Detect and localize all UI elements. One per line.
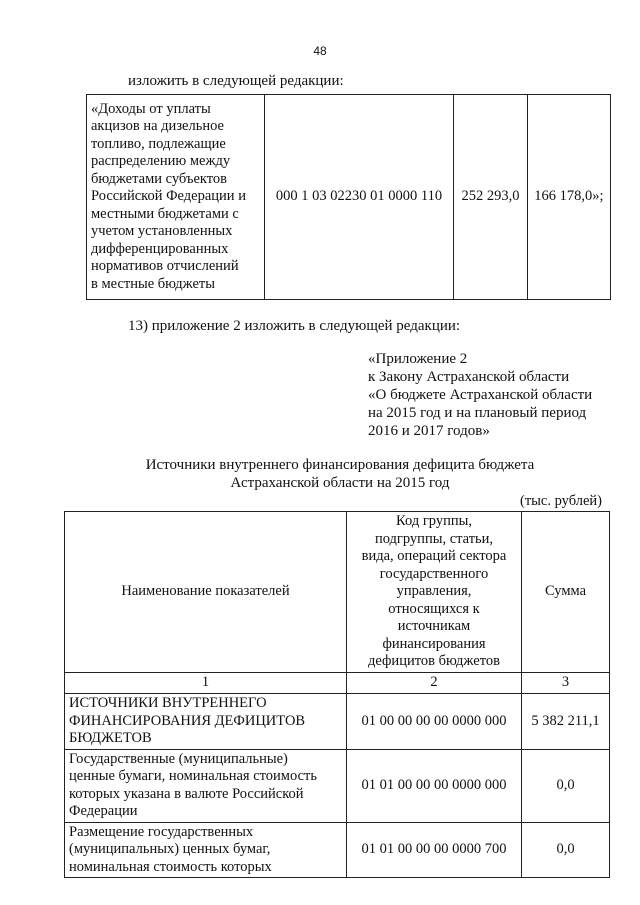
name-line: учетом установленных: [91, 223, 233, 240]
table-row: [65, 822, 610, 878]
table-row: [65, 749, 610, 822]
name-line: «Доходы от уплаты: [91, 100, 211, 117]
units-label: (тыс. рублей): [520, 493, 602, 509]
column-number: 1: [65, 673, 347, 694]
name-line: Российской Федерации и: [91, 188, 246, 205]
row-name-line: БЮДЖЕТОВ: [69, 730, 152, 746]
row-code: 01 01 00 00 00 0000 000: [346, 749, 521, 822]
table-row: [65, 694, 610, 750]
row-name: [65, 749, 347, 822]
header-code-line: Код группы,: [396, 513, 472, 530]
row-sum: 0,0: [522, 822, 610, 878]
row-name-line: Размещение государственных: [69, 823, 254, 840]
row-name-line: ФИНАНСИРОВАНИЯ ДЕФИЦИТОВ: [69, 712, 306, 729]
name-line: в местные бюджеты: [91, 275, 215, 292]
appendix-line: 2016 и 2017 годов»: [368, 423, 490, 439]
appendix-line: «О бюджете Астраханской области: [368, 387, 593, 403]
name-line: местными бюджетами с: [91, 205, 239, 222]
name-line: дифференцированных: [91, 240, 229, 257]
row-name: [65, 694, 347, 750]
row-name-line: (муниципальных) ценных бумаг,: [69, 841, 271, 857]
row-sum: 5 382 211,1: [522, 694, 610, 750]
revenue-value-2: 166 178,0»;: [527, 95, 610, 300]
table-row: [87, 95, 611, 300]
revenue-name-cell: [87, 95, 265, 300]
row-code: 01 01 00 00 00 0000 700: [346, 822, 521, 878]
column-number: 3: [522, 673, 610, 694]
row-name-line: ИСТОЧНИКИ ВНУТРЕННЕГО: [69, 695, 267, 711]
sources-table: [64, 511, 610, 878]
heading-line: Астраханской области на 2015 год: [230, 475, 450, 491]
header-code: [346, 512, 521, 673]
header-code-line: относящихся к: [388, 600, 480, 617]
name-line: распределению между: [91, 153, 231, 170]
header-code-line: государственного: [379, 565, 489, 582]
name-line: топливо, подлежащие: [91, 135, 226, 152]
row-name-line: которых указана в валюте Российской: [69, 785, 304, 802]
name-line: бюджетами субъектов: [91, 170, 227, 187]
header-code-line: подгруппы, статьи,: [374, 530, 494, 547]
appendix-line: к Закону Астраханской области: [368, 369, 570, 385]
column-number-row: [65, 673, 610, 694]
row-name: [65, 822, 347, 878]
header-code-line: источникам: [397, 618, 471, 635]
revenue-code-cell: 000 1 03 02230 01 0000 110: [264, 95, 454, 300]
appendix-line: на 2015 год и на плановый период: [368, 405, 587, 421]
row-name-line: Федерации: [69, 803, 138, 819]
name-line: нормативов отчислений: [91, 258, 239, 275]
header-row: [65, 512, 610, 673]
row-name-line: Государственные (муниципальные): [69, 750, 288, 767]
appendix-reference: [368, 350, 592, 440]
heading-line: Источники внутреннего финансирования дефицита бюджета: [145, 457, 535, 473]
header-sum: Сумма: [522, 512, 610, 673]
page-number: 48: [313, 44, 327, 58]
header-code-line: дефицитов бюджетов: [368, 653, 500, 670]
header-code-line: финансирования: [382, 635, 486, 652]
revenue-value-1: 252 293,0: [454, 95, 527, 300]
column-number: 2: [346, 673, 521, 694]
header-code-line: вида, операций сектора: [361, 548, 507, 565]
revenue-table: [86, 94, 611, 300]
row-code: 01 00 00 00 00 0000 000: [346, 694, 521, 750]
intro-text: изложить в следующей редакции:: [128, 73, 344, 89]
name-line: акцизов на дизельное: [91, 118, 224, 135]
item-13-text: 13) приложение 2 изложить в следующей редакции:: [128, 318, 461, 334]
header-name: Наименование показателей: [65, 512, 347, 673]
row-name-line: номинальная стоимость которых: [69, 858, 272, 875]
row-name-line: ценные бумаги, номинальная стоимость: [69, 768, 317, 784]
row-sum: 0,0: [522, 749, 610, 822]
header-code-line: управления,: [396, 583, 472, 600]
appendix-line: «Приложение 2: [368, 351, 468, 367]
table-heading: [60, 456, 620, 492]
